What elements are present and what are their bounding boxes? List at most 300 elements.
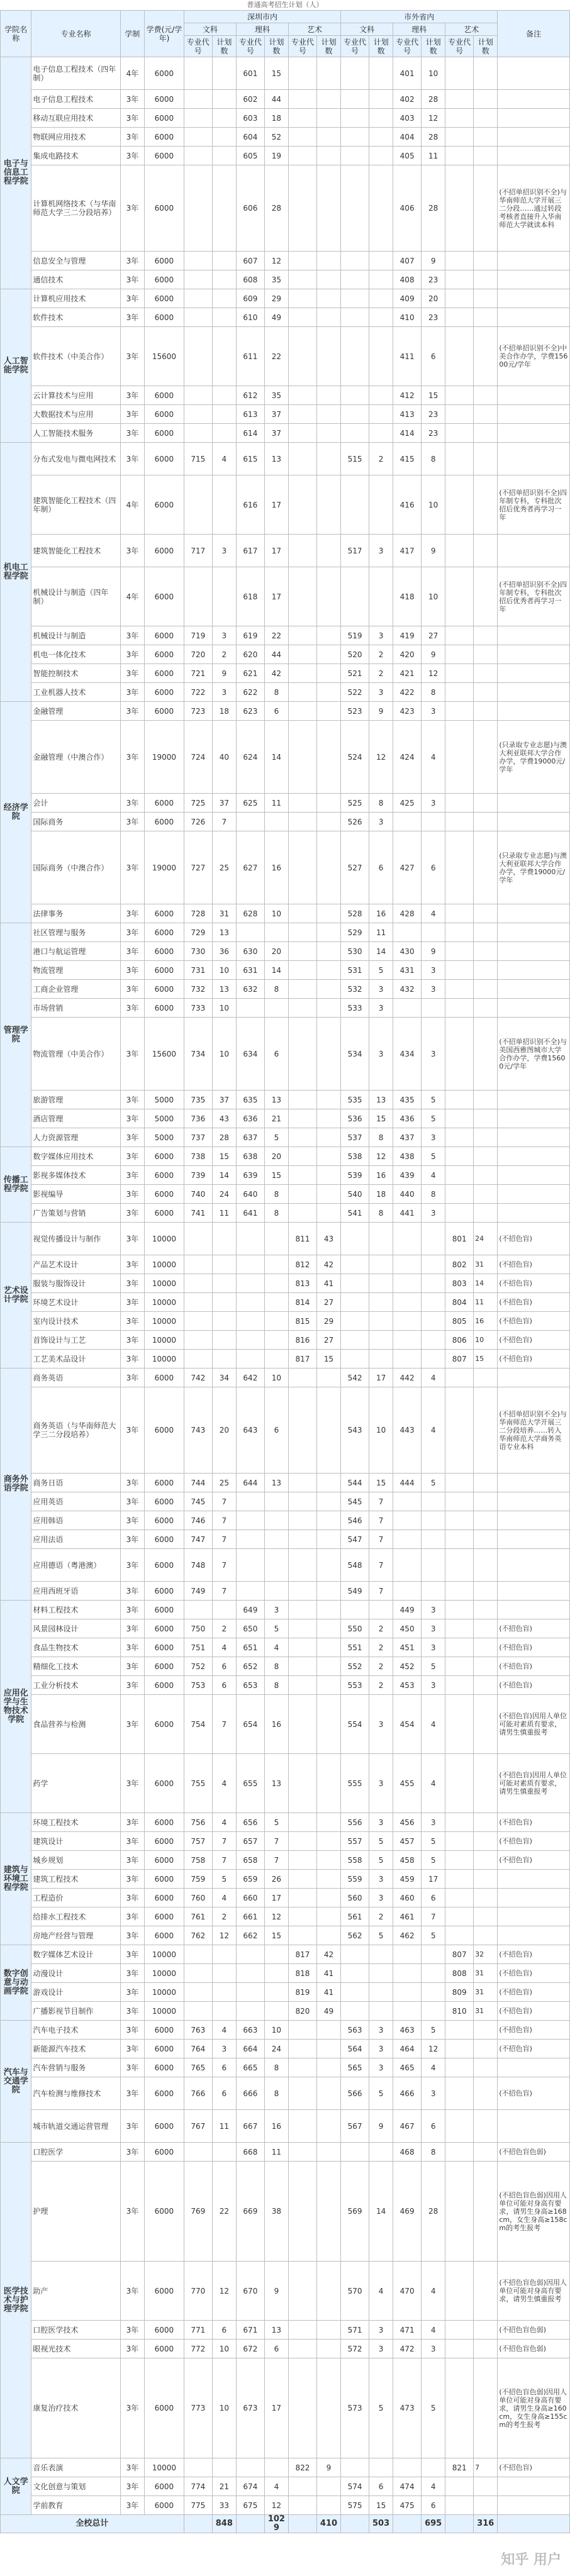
table-cell — [393, 1530, 422, 1549]
table-cell — [236, 1350, 264, 1368]
table-cell — [341, 1312, 369, 1331]
table-cell — [212, 2458, 236, 2477]
table-cell — [288, 813, 316, 831]
table-cell — [288, 2021, 316, 2040]
table-cell: 2 — [212, 645, 236, 664]
table-cell: 730 — [184, 942, 212, 961]
table-cell: 25 — [212, 831, 236, 904]
table-cell: 634 — [236, 1018, 264, 1091]
major-name-cell: 康复治疗技术 — [31, 2358, 120, 2458]
table-cell — [369, 1945, 393, 1964]
major-name-cell: 城市轨道交通运营管理 — [31, 2110, 120, 2143]
table-cell — [474, 1368, 498, 1387]
table-cell: 6000 — [145, 1185, 184, 1204]
table-cell — [236, 1331, 264, 1350]
table-cell — [445, 721, 474, 794]
table-cell — [445, 2110, 474, 2143]
table-cell — [236, 1312, 264, 1331]
table-cell: 6 — [264, 2340, 288, 2358]
college-name-cell: 管理学院 — [1, 923, 31, 1147]
table-cell: 631 — [236, 961, 264, 980]
remark-cell: (不招色盲) — [498, 1851, 570, 1870]
table-cell: 43 — [212, 1109, 236, 1128]
table-cell: 18 — [264, 109, 288, 128]
table-row — [1, 567, 570, 626]
table-cell: 3年 — [120, 1128, 144, 1147]
table-cell: 3年 — [120, 2110, 144, 2143]
remark-cell: (不招色盲色弱) — [498, 2321, 570, 2340]
table-cell — [445, 386, 474, 405]
table-row — [1, 2162, 570, 2262]
major-name-cell: 国际商务（中澳合作） — [31, 831, 120, 904]
table-cell — [236, 813, 264, 831]
table-cell: 3 — [264, 1601, 288, 1619]
table-row — [1, 535, 570, 567]
table-cell: 20 — [212, 1387, 236, 1474]
table-cell: 12 — [212, 2262, 236, 2321]
table-cell: 6000 — [145, 1676, 184, 1695]
table-cell — [445, 664, 474, 683]
table-cell: 7 — [212, 813, 236, 831]
major-name-cell: 工程造价 — [31, 1889, 120, 1907]
table-cell: 456 — [393, 1813, 422, 1832]
table-cell: 4 — [212, 443, 236, 475]
table-cell — [288, 1474, 316, 1492]
table-cell: 7 — [212, 1851, 236, 1870]
table-cell: 23 — [422, 424, 445, 443]
table-cell: 738 — [184, 1147, 212, 1166]
major-name-cell: 应用西班牙语 — [31, 1582, 120, 1601]
table-cell — [445, 1511, 474, 1530]
table-cell: 10000 — [145, 1255, 184, 1274]
table-cell — [474, 721, 498, 794]
table-cell: 6000 — [145, 1638, 184, 1657]
table-cell — [445, 999, 474, 1018]
header-remark: 备注 — [498, 11, 570, 57]
college-name-cell: 传播工程学院 — [1, 1147, 31, 1223]
table-cell: 654 — [236, 1695, 264, 1754]
table-cell: 5 — [422, 1926, 445, 1945]
table-cell: 9 — [422, 942, 445, 961]
table-cell: 808 — [445, 1964, 474, 1983]
table-cell: 413 — [393, 405, 422, 424]
table-cell: 5000 — [145, 1128, 184, 1147]
major-name-cell: 集成电路技术 — [31, 147, 120, 165]
table-cell — [445, 1619, 474, 1638]
table-cell: 3年 — [120, 942, 144, 961]
table-cell: 7 — [369, 1582, 393, 1601]
table-cell: 28 — [264, 165, 288, 252]
table-cell: 44 — [264, 645, 288, 664]
table-cell — [445, 424, 474, 443]
major-name-cell: 建筑设计 — [31, 1832, 120, 1851]
table-cell: 3年 — [120, 1350, 144, 1368]
table-row — [1, 1492, 570, 1511]
table-cell: 670 — [236, 2262, 264, 2321]
table-cell: 658 — [236, 1851, 264, 1870]
table-cell: 15600 — [145, 1018, 184, 1091]
table-cell — [264, 1549, 288, 1582]
table-cell: 6000 — [145, 1147, 184, 1166]
table-cell — [288, 721, 316, 794]
table-cell — [341, 1964, 369, 1983]
table-cell: 4 — [422, 1387, 445, 1474]
table-cell — [341, 147, 369, 165]
table-cell: 13 — [264, 2321, 288, 2340]
table-cell — [264, 1492, 288, 1511]
table-cell: 3年 — [120, 1964, 144, 1983]
remark-cell: (不招色盲色弱)因用人单位可能对身高有要求，请男生身高≥168cm，女生身高≥158cm的考生报考 — [498, 2162, 570, 2262]
table-cell: 422 — [393, 683, 422, 702]
table-cell: 5 — [422, 1109, 445, 1128]
remark-cell — [498, 1128, 570, 1147]
major-name-cell: 计算机应用技术 — [31, 289, 120, 308]
table-cell: 552 — [341, 1657, 369, 1676]
table-cell: 751 — [184, 1638, 212, 1657]
table-cell: 6000 — [145, 2110, 184, 2143]
table-cell — [369, 57, 393, 90]
table-cell — [236, 1492, 264, 1511]
table-cell: 668 — [236, 2143, 264, 2162]
table-cell: 3 — [212, 626, 236, 645]
table-cell: 6000 — [145, 1166, 184, 1185]
table-cell: 7 — [369, 1549, 393, 1582]
table-cell: 673 — [236, 2358, 264, 2458]
total-li-in: 1029 — [264, 2515, 288, 2533]
table-cell: 559 — [341, 1870, 369, 1889]
table-cell — [445, 1109, 474, 1128]
table-cell — [184, 327, 212, 386]
table-cell — [474, 923, 498, 942]
table-cell: 42 — [264, 664, 288, 683]
table-row — [1, 1223, 570, 1255]
table-cell: 10000 — [145, 1964, 184, 1983]
table-cell: 605 — [236, 147, 264, 165]
table-cell: 657 — [236, 1832, 264, 1851]
table-cell: 15 — [264, 1926, 288, 1945]
table-cell: 12 — [212, 1926, 236, 1945]
table-cell — [445, 1492, 474, 1511]
table-cell: 3年 — [120, 1619, 144, 1638]
table-cell — [288, 923, 316, 942]
table-cell: 10 — [264, 1368, 288, 1387]
table-cell: 6000 — [145, 702, 184, 721]
major-name-cell: 视觉传播设计与制作 — [31, 1223, 120, 1255]
table-cell: 6000 — [145, 2021, 184, 2040]
table-cell — [341, 270, 369, 289]
table-cell — [369, 128, 393, 147]
table-cell: 814 — [288, 1293, 316, 1312]
table-cell: 10000 — [145, 1331, 184, 1350]
table-cell: 6 — [369, 831, 393, 904]
table-cell: 815 — [288, 1312, 316, 1331]
table-cell — [369, 1350, 393, 1368]
remark-cell — [498, 1582, 570, 1601]
table-cell — [341, 128, 369, 147]
table-cell: 402 — [393, 90, 422, 109]
table-cell — [474, 1657, 498, 1676]
table-row — [1, 645, 570, 664]
table-cell: 419 — [393, 626, 422, 645]
major-name-cell: 学前教育 — [31, 2496, 120, 2515]
table-cell — [184, 90, 212, 109]
table-row — [1, 1530, 570, 1549]
table-cell: 8 — [264, 1185, 288, 1204]
table-cell: 403 — [393, 109, 422, 128]
table-row — [1, 1619, 570, 1638]
table-cell: 12 — [369, 721, 393, 794]
total-wen-in: 848 — [212, 2515, 236, 2533]
major-name-cell: 社区管理与服务 — [31, 923, 120, 942]
table-cell — [474, 1832, 498, 1851]
table-cell — [445, 923, 474, 942]
table-cell — [445, 567, 474, 626]
table-cell — [316, 1695, 340, 1754]
table-cell: 11 — [212, 2110, 236, 2143]
table-cell — [212, 567, 236, 626]
table-cell — [445, 1018, 474, 1091]
table-cell — [369, 308, 393, 327]
table-row — [1, 386, 570, 405]
major-name-cell: 工艺美术品设计 — [31, 1350, 120, 1368]
table-cell: 6000 — [145, 2143, 184, 2162]
remark-cell: (不招色盲) — [498, 1813, 570, 1832]
table-cell: 553 — [341, 1676, 369, 1695]
table-cell — [445, 2477, 474, 2496]
table-cell: 405 — [393, 147, 422, 165]
table-cell: 14 — [264, 961, 288, 980]
table-cell: 801 — [445, 1223, 474, 1255]
table-cell: 12 — [422, 109, 445, 128]
table-cell: 563 — [341, 2021, 369, 2040]
major-name-cell: 建筑工程技术 — [31, 1870, 120, 1889]
table-cell: 6000 — [145, 90, 184, 109]
table-cell — [212, 2002, 236, 2021]
table-cell: 41 — [316, 1964, 340, 1983]
table-cell: 417 — [393, 535, 422, 567]
table-cell: 762 — [184, 1926, 212, 1945]
college-name-cell: 人文学院 — [1, 2458, 31, 2515]
table-row — [1, 1695, 570, 1754]
table-cell — [445, 942, 474, 961]
table-cell — [474, 1676, 498, 1695]
table-cell — [184, 1964, 212, 1983]
table-cell: 722 — [184, 683, 212, 702]
table-cell: 520 — [341, 645, 369, 664]
table-cell: 570 — [341, 2262, 369, 2321]
table-cell: 6000 — [145, 980, 184, 999]
table-cell — [288, 683, 316, 702]
table-row — [1, 1387, 570, 1474]
table-cell: 19 — [264, 147, 288, 165]
table-cell: 14 — [474, 1274, 498, 1293]
table-cell — [316, 147, 340, 165]
remark-cell: (不招色盲) — [498, 1638, 570, 1657]
table-cell: 11 — [422, 147, 445, 165]
table-cell — [422, 1350, 445, 1368]
table-cell: 556 — [341, 1813, 369, 1832]
table-cell: 23 — [422, 308, 445, 327]
table-cell — [445, 270, 474, 289]
table-cell: 807 — [445, 1350, 474, 1368]
table-cell: 12 — [264, 252, 288, 270]
remark-cell: (不招色盲色弱) — [498, 2340, 570, 2358]
table-cell: 3 — [212, 683, 236, 702]
table-cell: 549 — [341, 1582, 369, 1601]
table-cell — [474, 1695, 498, 1754]
table-row — [1, 1889, 570, 1907]
table-cell: 9 — [264, 2262, 288, 2321]
table-cell: 10000 — [145, 1223, 184, 1255]
table-cell: 746 — [184, 1511, 212, 1530]
table-cell: 11 — [264, 2143, 288, 2162]
table-cell: 6000 — [145, 1474, 184, 1492]
table-cell: 435 — [393, 1091, 422, 1109]
table-cell: 802 — [445, 1255, 474, 1274]
table-cell — [341, 1350, 369, 1368]
header-yishu-in: 艺术 — [288, 23, 340, 36]
table-cell: 475 — [393, 2496, 422, 2515]
table-cell — [316, 1657, 340, 1676]
table-cell: 31 — [474, 2002, 498, 2021]
table-cell: 6000 — [145, 2321, 184, 2340]
table-cell — [316, 1638, 340, 1657]
table-cell: 11 — [369, 923, 393, 942]
table-cell: 3年 — [120, 1638, 144, 1657]
table-cell — [445, 1870, 474, 1889]
table-cell: 805 — [445, 1312, 474, 1331]
table-cell — [474, 1582, 498, 1601]
remark-cell — [498, 645, 570, 664]
table-cell — [474, 1870, 498, 1889]
table-cell: 10 — [422, 475, 445, 535]
table-cell: 3年 — [120, 1530, 144, 1549]
table-cell: 3年 — [120, 424, 144, 443]
table-cell — [212, 57, 236, 90]
table-cell — [474, 1889, 498, 1907]
table-cell: 21 — [264, 1109, 288, 1128]
table-cell — [184, 1223, 212, 1255]
table-cell — [212, 327, 236, 386]
major-name-cell: 给排水工程技术 — [31, 1907, 120, 1926]
table-cell — [288, 1091, 316, 1109]
table-cell: 3 — [422, 1018, 445, 1091]
table-cell: 569 — [341, 2162, 369, 2262]
table-cell: 4 — [264, 2477, 288, 2496]
table-cell: 8 — [422, 2143, 445, 2162]
table-cell — [445, 1832, 474, 1851]
table-cell: 6000 — [145, 109, 184, 128]
table-cell: 12 — [422, 664, 445, 683]
table-cell: 766 — [184, 2077, 212, 2110]
table-cell: 519 — [341, 626, 369, 645]
remark-cell: (不招色盲) — [498, 2077, 570, 2110]
table-cell — [288, 2496, 316, 2515]
table-row — [1, 2477, 570, 2496]
table-row — [1, 1204, 570, 1223]
table-cell — [236, 1945, 264, 1964]
table-cell — [288, 308, 316, 327]
table-cell — [288, 165, 316, 252]
table-cell: 11 — [212, 1204, 236, 1223]
table-cell: 517 — [341, 535, 369, 567]
table-row — [1, 1983, 570, 2002]
table-cell: 410 — [393, 308, 422, 327]
table-cell: 15 — [369, 1474, 393, 1492]
table-cell: 436 — [393, 1109, 422, 1128]
table-cell — [184, 1312, 212, 1331]
remark-cell — [498, 535, 570, 567]
table-cell — [288, 2040, 316, 2058]
table-cell — [474, 702, 498, 721]
table-cell: 3年 — [120, 443, 144, 475]
table-cell: 3 — [369, 2058, 393, 2077]
table-cell: 2 — [369, 664, 393, 683]
table-cell: 7 — [264, 1832, 288, 1851]
table-cell — [184, 1274, 212, 1293]
table-cell: 3年 — [120, 1813, 144, 1832]
table-cell: 3年 — [120, 1204, 144, 1223]
table-row — [1, 1474, 570, 1492]
table-cell — [236, 1983, 264, 2002]
table-cell: 727 — [184, 831, 212, 904]
major-name-cell: 首饰设计与工艺 — [31, 1331, 120, 1350]
table-row — [1, 2262, 570, 2321]
table-cell — [393, 1492, 422, 1511]
table-cell — [474, 2021, 498, 2040]
table-cell — [288, 2477, 316, 2496]
table-cell: 10000 — [145, 2002, 184, 2021]
table-cell — [445, 128, 474, 147]
table-cell — [474, 1128, 498, 1147]
table-cell — [288, 1492, 316, 1511]
table-cell: 2 — [369, 645, 393, 664]
table-cell: 20 — [264, 942, 288, 961]
table-cell — [369, 147, 393, 165]
remark-cell — [498, 1926, 570, 1945]
header-code: 专业代号 — [184, 36, 212, 57]
table-cell: 7 — [212, 1511, 236, 1530]
header-code: 专业代号 — [393, 36, 422, 57]
table-cell: 3年 — [120, 2358, 144, 2458]
table-cell — [184, 2143, 212, 2162]
table-cell: 3年 — [120, 1185, 144, 1204]
table-cell: 6 — [264, 702, 288, 721]
table-cell: 8 — [264, 980, 288, 999]
table-cell: 442 — [393, 1368, 422, 1387]
table-cell: 24 — [212, 1185, 236, 1204]
table-cell — [316, 1582, 340, 1601]
table-cell — [288, 1601, 316, 1619]
table-cell — [316, 289, 340, 308]
table-cell: 6 — [212, 1657, 236, 1676]
table-cell: 17 — [264, 567, 288, 626]
table-cell: 27 — [422, 626, 445, 645]
table-cell: 33 — [212, 2496, 236, 2515]
table-cell: 3 — [369, 1695, 393, 1754]
table-cell — [422, 1223, 445, 1255]
table-cell: 557 — [341, 1832, 369, 1851]
remark-cell — [498, 1474, 570, 1492]
table-cell: 3 — [422, 794, 445, 813]
remark-cell — [498, 683, 570, 702]
table-cell: 757 — [184, 1832, 212, 1851]
table-cell: 19000 — [145, 721, 184, 794]
table-cell: 452 — [393, 1657, 422, 1676]
table-cell — [316, 57, 340, 90]
major-name-cell: 动漫设计 — [31, 1964, 120, 1983]
table-cell — [212, 475, 236, 535]
